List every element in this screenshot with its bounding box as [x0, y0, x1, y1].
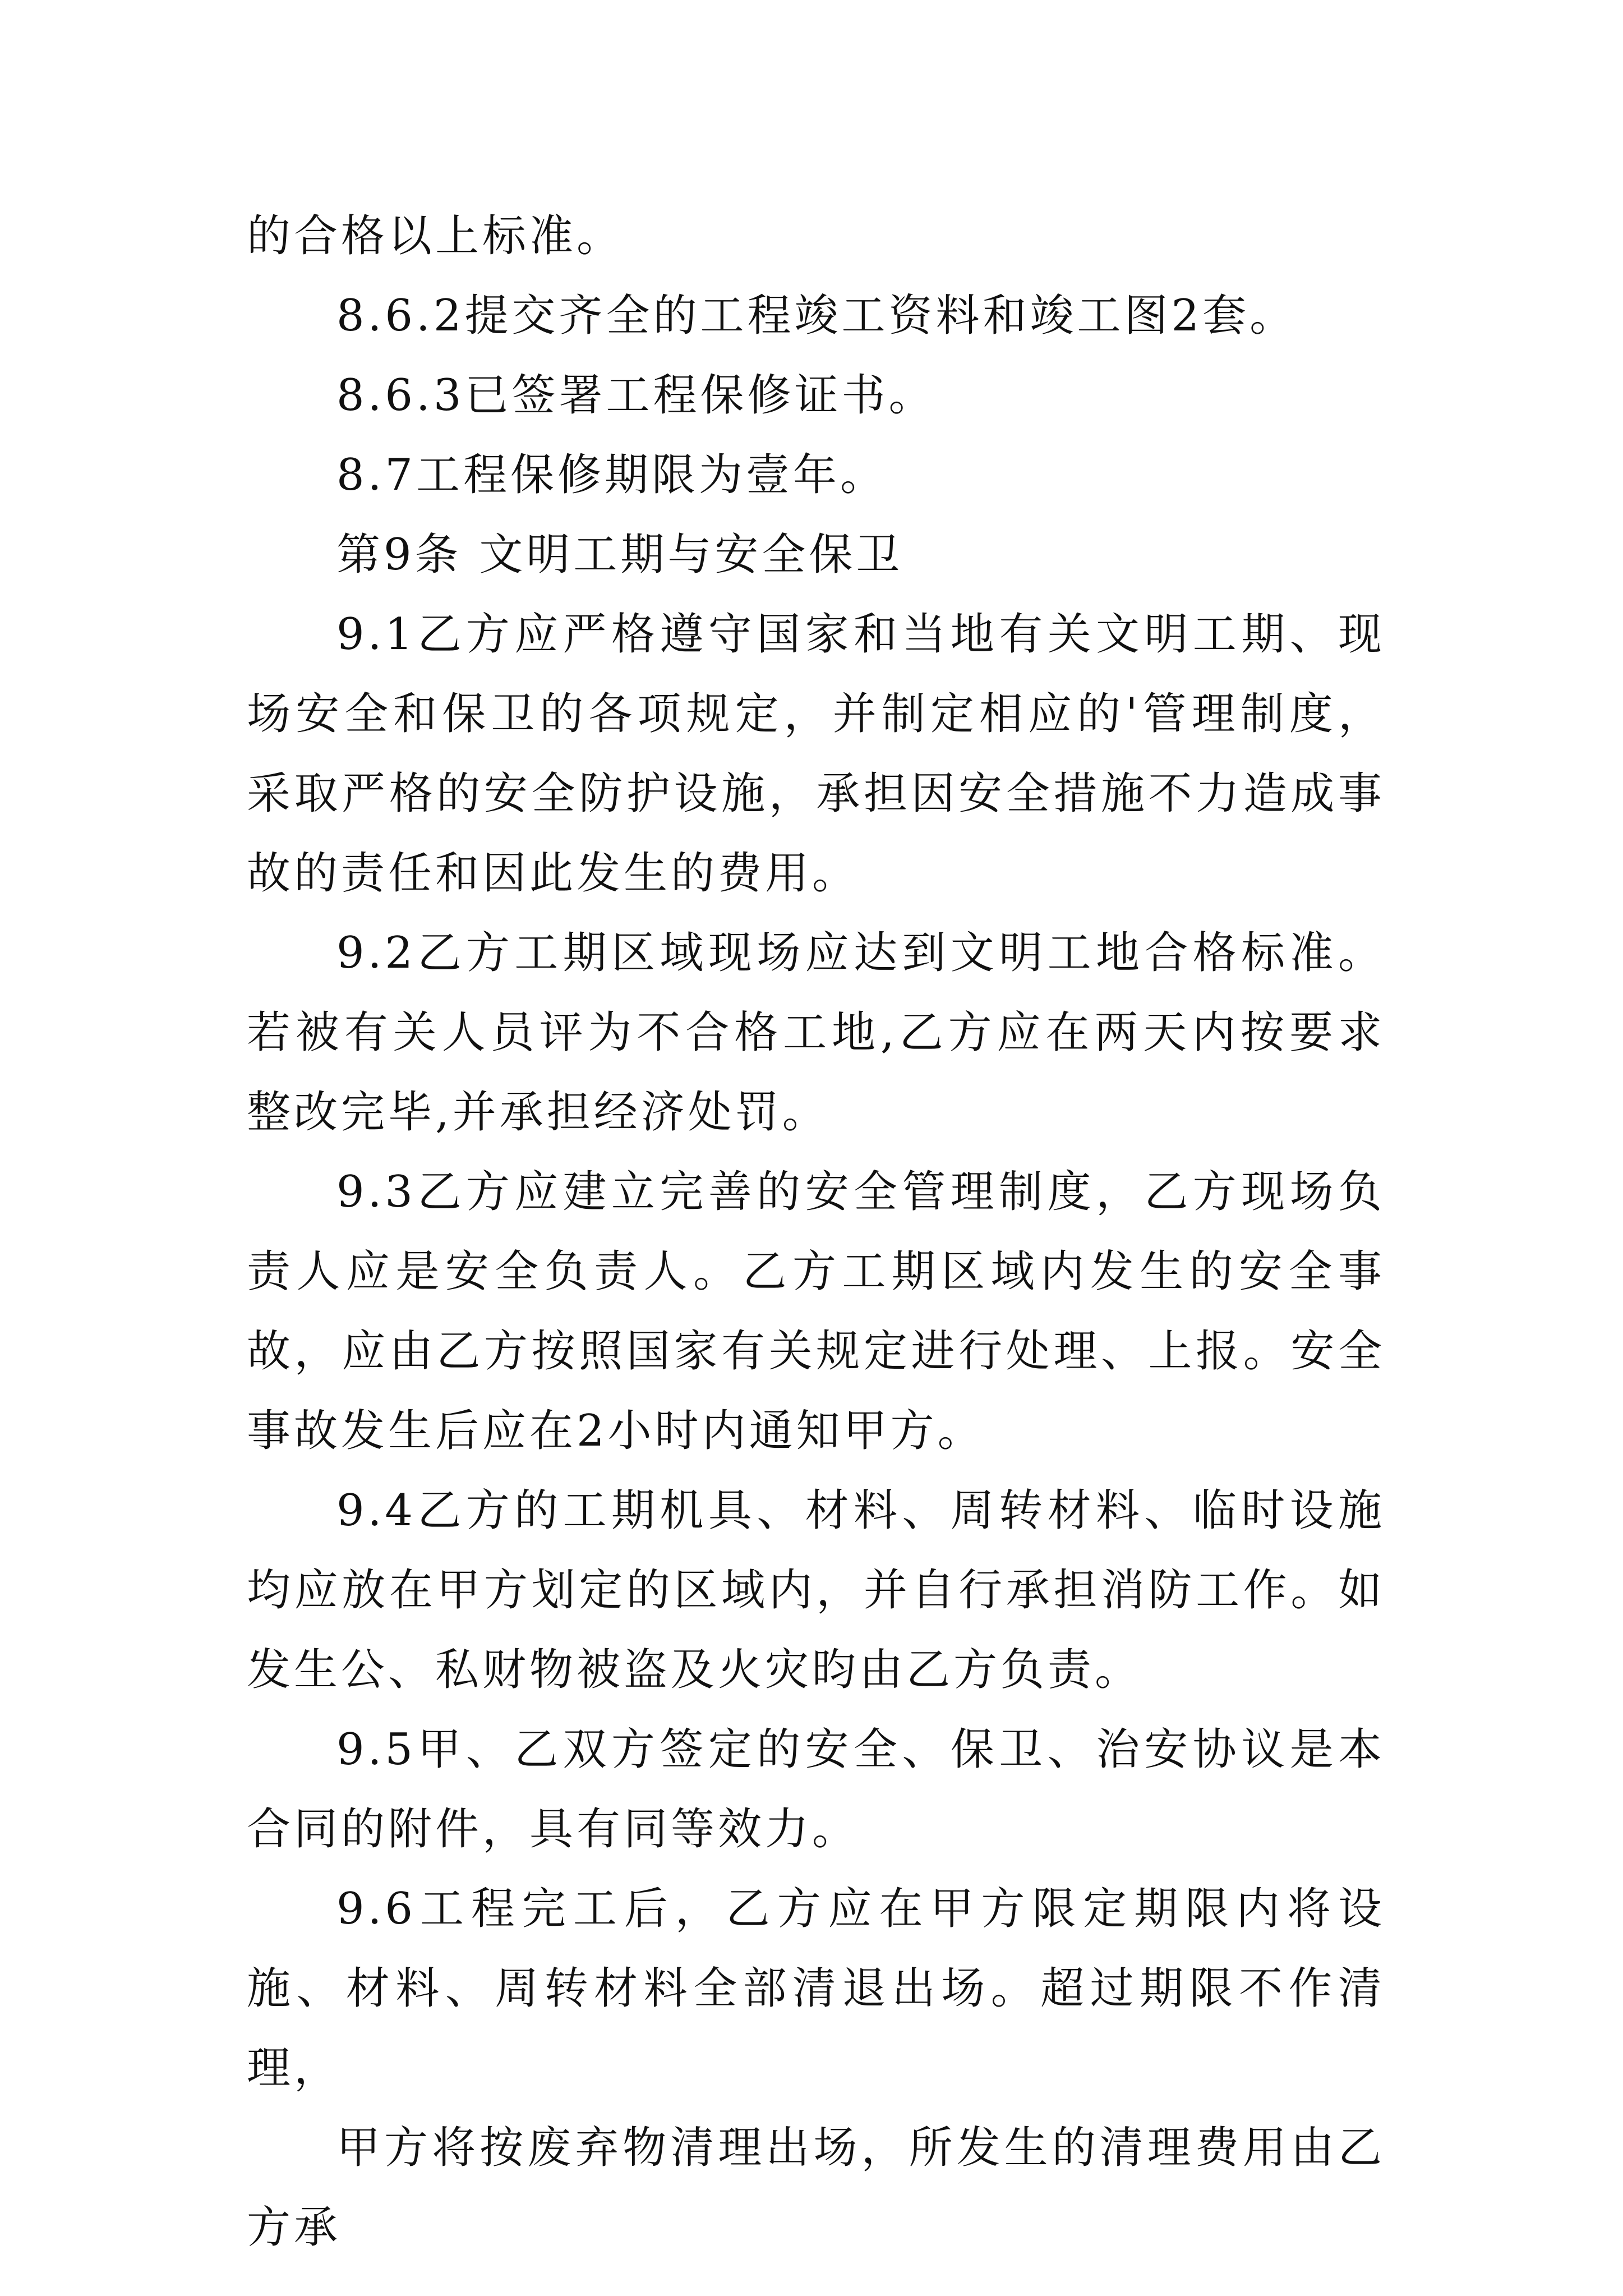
clause-9-5: 9.5甲、乙双方签定的安全、保卫、治安协议是本合同的附件，具有同等效力。 [247, 1724, 1385, 1855]
paragraph-continuation: 的合格以上标准。 [247, 211, 624, 261]
document-body [247, 196, 1385, 2267]
clause-9-1: 9.1乙方应严格遵守国家和当地有关文明工期、现场安全和保卫的各项规定，并制定相应的'管理制度，采取严格的安全防护设施，承担因安全措施不力造成事故的责任和因此发生的费用。 [247, 609, 1385, 899]
clause-8-7: 8.7工程保修期限为壹年。 [336, 450, 888, 500]
clause-9-3: 9.3乙方应建立完善的安全管理制度，乙方现场负责人应是安全负责人。乙方工期区域内发生的安全事故，应由乙方按照国家有关规定进行处理、上报。安全事故发生后应在2小时内通知甲方。 [247, 1167, 1385, 1456]
clause-9-6-continued: 甲方将按废弃物清理出场，所发生的清理费用由乙方承 [247, 2123, 1385, 2253]
clause-9-6: 9.6工程完工后，乙方应在甲方限定期限内将设施、材料、周转材料全部清退出场。超过期限不作清理， [247, 1884, 1385, 2093]
clause-8-6-2: 8.6.2提交齐全的工程竣工资料和竣工图2套。 [336, 291, 1297, 341]
clause-9-2: 9.2乙方工期区域现场应达到文明工地合格标准。若被有关人员评为不合格工地,乙方应在两天内按要求整改完毕,并承担经济处罚。 [247, 928, 1385, 1138]
clause-8-6-3: 8.6.3已签署工程保修证书。 [336, 370, 936, 421]
article-9-heading: 第9条 文明工期与安全保卫 [336, 530, 903, 580]
clause-9-4: 9.4乙方的工期机具、材料、周转材料、临时设施均应放在甲方划定的区域内，并自行承担消防工作。如发生公、私财物被盗及火灾昀由乙方负责。 [247, 1485, 1385, 1695]
